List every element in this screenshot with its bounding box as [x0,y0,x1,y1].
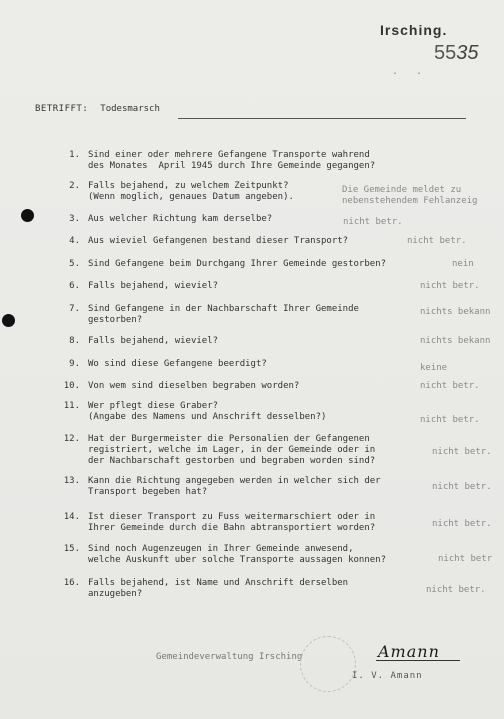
subject-value: Todesmarsch [100,104,160,114]
question-text: Aus welcher Richtung kam derselbe? [88,214,273,224]
question-number: 15. [63,544,80,554]
question-answer: nicht betr. [426,585,486,595]
question-answer: nichts bekann [420,307,491,317]
punch-hole-upper [21,209,34,222]
question-number: 4. [69,236,80,246]
question-answer: nichts bekann [420,336,491,346]
question-text: Falls bejahend, wieviel? [88,281,219,291]
question-text: (Angabe des Namens und Anschrift desselben?) [88,412,327,422]
subject-line [35,104,160,114]
question-number: 6. [69,281,80,291]
question-number: 10. [63,381,80,391]
signed-by: I. V. Amann [352,671,423,681]
question-text: Sind noch Augenzeugen in Ihrer Gemeinde anwesend, [88,544,354,554]
subject-underline [178,118,466,119]
question-answer: Die Gemeinde meldet zu nebenstehendem Fehlanzeig [342,185,478,206]
question-number: 11. [63,401,80,411]
question-answer: nicht betr. [343,217,403,227]
handwritten-signature: Amann [378,642,440,661]
question-answer: nicht betr. [420,415,480,425]
question-text: Sind einer oder mehrere Gefangene Transporte wahrend [88,150,370,160]
document-number [434,42,479,65]
document-number-typed: 55 [434,42,457,64]
question-text: Kann die Richtung angegeben werden in welcher sich der [88,476,381,486]
subject-label: BETRIFFT: [35,104,89,114]
question-text: Ist dieser Transport zu Fuss weitermarschiert oder in [88,512,376,522]
question-text: welche Auskunft uber solche Transporte aussagen konnen? [88,555,387,565]
question-text: Ihrer Gemeinde durch die Bahn abtransportiert worden? [88,523,376,533]
question-text: Transport begeben hat? [88,487,208,497]
question-text: Falls bejahend, zu welchem Zeitpunkt? [88,181,289,191]
question-text: (Wenn moglich, genaues Datum angeben). [88,192,294,202]
question-text: Hat der Burgermeister die Personalien der Gefangenen [88,434,370,444]
question-text: Aus wieviel Gefangenen bestand dieser Transport? [88,236,349,246]
question-text: Falls bejahend, wieviel? [88,336,219,346]
question-text: Wer pflegt diese Graber? [88,401,219,411]
question-text: des Monates April 1945 durch Ihre Gemeinde gegangen? [88,161,376,171]
place-name: Irsching. [380,22,448,38]
question-answer: nicht betr. [432,482,492,492]
question-answer: nicht betr. [420,381,480,391]
question-text: anzugeben? [88,589,143,599]
question-text: Falls bejahend, ist Name und Anschrift derselben [88,578,349,588]
question-number: 7. [69,304,80,314]
question-answer: nicht betr. [407,236,467,246]
question-number: 1. [69,150,80,160]
question-number: 14. [63,512,80,522]
punch-hole-lower [2,314,15,327]
official-stamp [300,636,356,692]
question-answer: nicht betr. [432,447,492,457]
question-text: Sind Gefangene beim Durchgang Ihrer Gemeinde gestorben? [88,259,387,269]
question-answer: nicht betr [438,554,493,564]
question-text: gestorben? [88,315,143,325]
question-text: registriert, welche im Lager, in der Gemeinde oder in [88,445,376,455]
question-number: 2. [69,181,80,191]
question-text: Sind Gefangene in der Nachbarschaft Ihrer Gemeinde [88,304,359,314]
question-text: Von wem sind dieselben begraben worden? [88,381,300,391]
question-answer: keine [420,363,448,373]
question-answer: nein [452,259,474,269]
question-number: 13. [63,476,80,486]
signature-underline [376,660,460,661]
question-answer: nicht betr. [420,281,480,291]
header-dots: . . [392,66,429,77]
document-number-handwritten: 35 [456,42,479,64]
question-number: 9. [69,359,80,369]
question-answer: nicht betr. [432,519,492,529]
question-number: 5. [69,259,80,269]
question-number: 16. [63,578,80,588]
question-number: 12. [63,434,80,444]
question-number: 8. [69,336,80,346]
authority-name: Gemeindeverwaltung Irsching [156,652,303,662]
question-text: der Nachbarschaft gestorben und begraben worden sind? [88,456,376,466]
question-number: 3. [69,214,80,224]
question-text: Wo sind diese Gefangene beerdigt? [88,359,267,369]
